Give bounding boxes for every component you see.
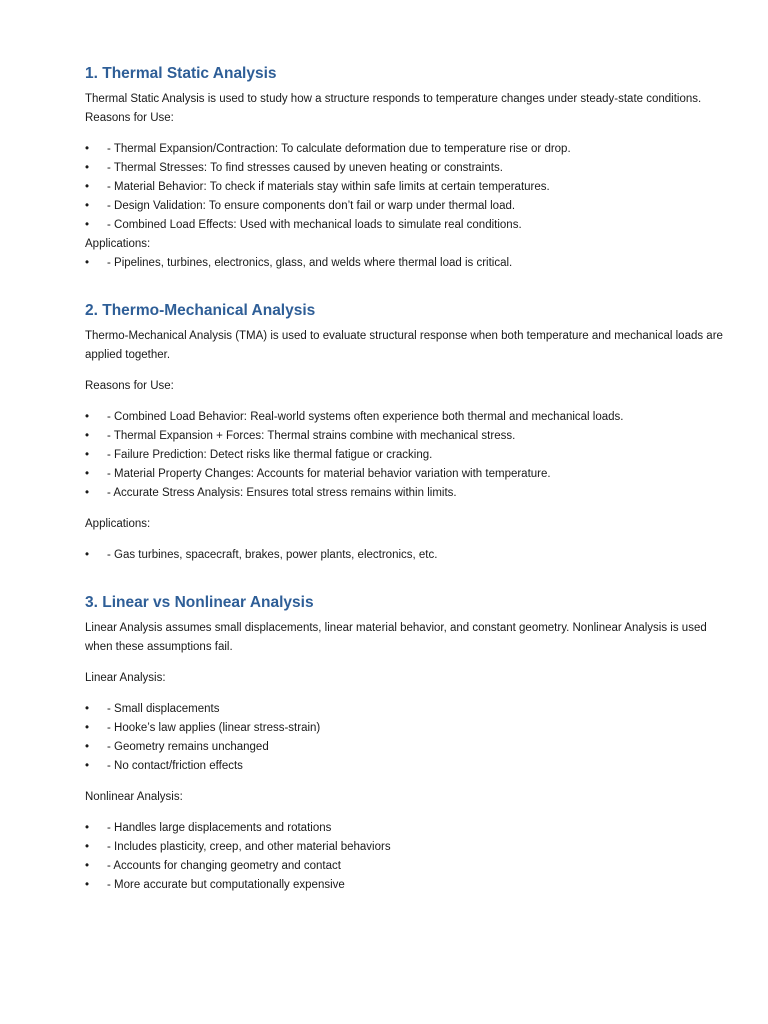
- linear-list: [85, 700, 725, 776]
- list-item: [85, 819, 725, 838]
- reasons-label: Reasons for Use:: [85, 112, 174, 124]
- reasons-list: [85, 140, 725, 235]
- linear-label: Linear Analysis:: [85, 672, 166, 684]
- applications-list: [85, 546, 725, 565]
- section-thermal-static: [85, 62, 725, 273]
- list-item: [85, 178, 725, 197]
- list-item-text: - Gas turbines, spacecraft, brakes, power plants, electronics, etc.: [107, 549, 438, 561]
- bullet-icon: •: [85, 722, 90, 734]
- bullet-icon: •: [85, 879, 90, 891]
- bullet-icon: •: [85, 841, 90, 853]
- bullet-icon: •: [85, 741, 90, 753]
- bullet-icon: •: [85, 449, 90, 461]
- list-item: [85, 446, 725, 465]
- list-item: [85, 857, 725, 876]
- document-page: [85, 62, 725, 895]
- bullet-icon: •: [85, 143, 90, 155]
- list-item-text: - Handles large displacements and rotations: [107, 822, 332, 834]
- list-item: [85, 159, 725, 178]
- list-item-text: - Hooke’s law applies (linear stress-strain): [107, 722, 321, 734]
- section-heading: 1. Thermal Static Analysis: [85, 65, 277, 82]
- list-item: [85, 719, 725, 738]
- list-item-text: - Includes plasticity, creep, and other material behaviors: [107, 841, 391, 853]
- list-item: [85, 738, 725, 757]
- reasons-label: Reasons for Use:: [85, 380, 174, 392]
- list-item: [85, 546, 725, 565]
- bullet-icon: •: [85, 703, 90, 715]
- list-item-text: - Material Property Changes: Accounts for material behavior variation with temperature.: [107, 468, 551, 480]
- bullet-icon: •: [85, 760, 90, 772]
- applications-label: Applications:: [85, 518, 151, 530]
- list-item-text: - Thermal Expansion/Contraction: To calculate deformation due to temperature rise or drop.: [107, 143, 571, 155]
- list-item: [85, 484, 725, 503]
- list-item-text: - Thermal Expansion + Forces: Thermal strains combine with mechanical stress.: [107, 430, 516, 442]
- bullet-icon: •: [85, 487, 90, 499]
- section-intro: Thermal Static Analysis is used to study how a structure responds to temperature changes under steady-state conditions.: [85, 93, 702, 105]
- list-item-text: - Accurate Stress Analysis: Ensures total stress remains within limits.: [107, 487, 457, 499]
- list-item: [85, 254, 725, 273]
- list-item-text: - Failure Prediction: Detect risks like thermal fatigue or cracking.: [107, 449, 433, 461]
- section-linear-nonlinear: [85, 591, 725, 895]
- list-item-text: - No contact/friction effects: [107, 760, 243, 772]
- bullet-icon: •: [85, 219, 90, 231]
- list-item: [85, 408, 725, 427]
- section-thermo-mechanical: [85, 299, 725, 565]
- bullet-icon: •: [85, 162, 90, 174]
- list-item-text: - Design Validation: To ensure components don’t fail or warp under thermal load.: [107, 200, 516, 212]
- list-item-text: - More accurate but computationally expensive: [107, 879, 345, 891]
- applications-list: [85, 254, 725, 273]
- list-item-text: - Combined Load Effects: Used with mechanical loads to simulate real conditions.: [107, 219, 522, 231]
- bullet-icon: •: [85, 549, 90, 561]
- bullet-icon: •: [85, 430, 90, 442]
- list-item: [85, 216, 725, 235]
- list-item-text: - Accounts for changing geometry and contact: [107, 860, 341, 872]
- bullet-icon: •: [85, 257, 90, 269]
- list-item-text: - Small displacements: [107, 703, 220, 715]
- list-item: [85, 838, 725, 857]
- list-item: [85, 876, 725, 895]
- bullet-icon: •: [85, 468, 90, 480]
- list-item-text: - Material Behavior: To check if materials stay within safe limits at certain temperatures.: [107, 181, 550, 193]
- nonlinear-list: [85, 819, 725, 895]
- reasons-list: [85, 408, 725, 503]
- bullet-icon: •: [85, 200, 90, 212]
- list-item-text: - Geometry remains unchanged: [107, 741, 269, 753]
- section-intro: Linear Analysis assumes small displacements, linear material behavior, and constant geometry. Nonlinear Analysis is used when these assumptions fail.: [85, 622, 707, 653]
- applications-label: Applications:: [85, 238, 151, 250]
- list-item: [85, 427, 725, 446]
- section-intro: Thermo-Mechanical Analysis (TMA) is used to evaluate structural response when both temperature and mechanical loads are applied together.: [85, 330, 723, 361]
- nonlinear-label: Nonlinear Analysis:: [85, 791, 183, 803]
- section-heading: 2. Thermo-Mechanical Analysis: [85, 302, 316, 319]
- list-item: [85, 465, 725, 484]
- bullet-icon: •: [85, 860, 90, 872]
- list-item-text: - Thermal Stresses: To find stresses caused by uneven heating or constraints.: [107, 162, 503, 174]
- list-item-text: - Pipelines, turbines, electronics, glass, and welds where thermal load is critical.: [107, 257, 513, 269]
- bullet-icon: •: [85, 181, 90, 193]
- list-item: [85, 700, 725, 719]
- list-item: [85, 197, 725, 216]
- bullet-icon: •: [85, 411, 90, 423]
- list-item: [85, 140, 725, 159]
- bullet-icon: •: [85, 822, 90, 834]
- section-heading: 3. Linear vs Nonlinear Analysis: [85, 594, 314, 611]
- list-item: [85, 757, 725, 776]
- list-item-text: - Combined Load Behavior: Real-world systems often experience both thermal and mechanical loads.: [107, 411, 624, 423]
